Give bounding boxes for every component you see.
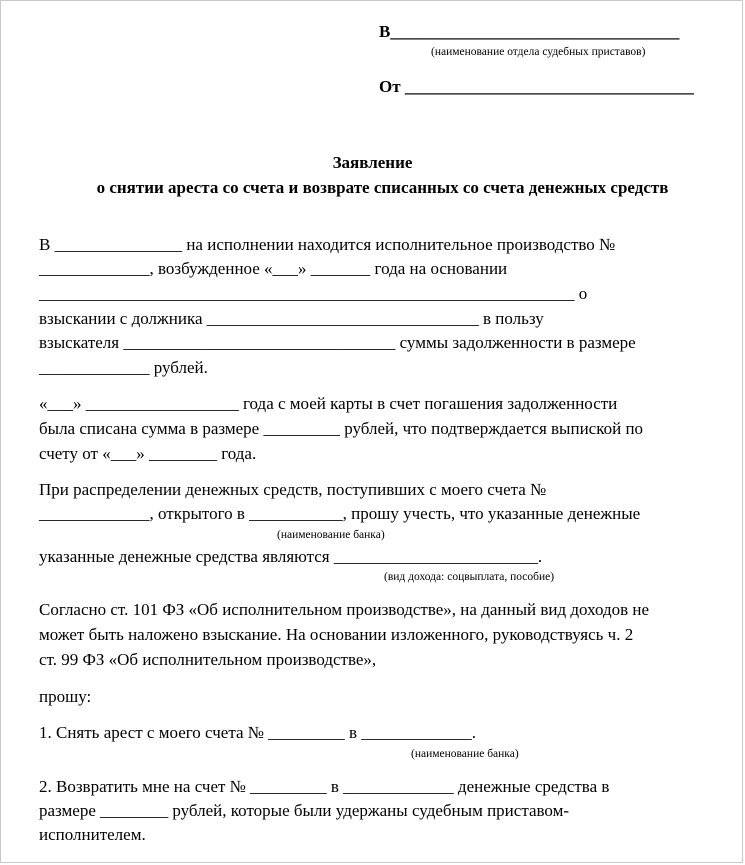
para2-line: была списана сумма в размере _________ рублей, что подтверждается выпиской по [39, 419, 644, 438]
request-item-2-line: размере ________ рублей, которые были удержаны судебным приставом- [39, 801, 570, 820]
para4-line: может быть наложено взыскание. На основании изложенного, руководствуясь ч. 2 [39, 625, 634, 644]
request-item-1: 1. Снять арест с моего счета № _________ в _____________. [39, 723, 477, 742]
para2-line: «___» __________________ года с моей карты в счет погашения задолженности [39, 394, 618, 413]
para3-line: При распределении денежных средств, поступивших с моего счета № [39, 480, 547, 499]
para1-line: _____________ рублей. [39, 358, 208, 377]
para1-line: _______________________________________________________________ о [39, 284, 588, 303]
para1-line: взыскании с должника ________________________________ в пользу [39, 309, 544, 328]
doc-subtitle: о снятии ареста со счета и возврате списанных со счета денежных средств [96, 178, 669, 197]
para1-line: взыскателя ________________________________ суммы задолженности в размере [39, 333, 636, 352]
request-item-2-line: 2. Возвратить мне на счет № _________ в _____________ денежные средства в [39, 777, 610, 796]
para4-line: ст. 99 ФЗ «Об исполнительном производстве», [39, 650, 377, 669]
para4-line: Согласно ст. 101 ФЗ «Об исполнительном производстве», на данный вид доходов не [39, 600, 650, 619]
bank-caption: (наименование банка) [277, 529, 385, 541]
sender-line: От __________________________________ [379, 77, 694, 96]
para1-line: В _______________ на исполнении находится исполнительное производство № [39, 235, 616, 254]
para3-line: указанные денежные средства являются ________________________. [39, 547, 543, 566]
para1-line: _____________, возбужденное «___» _______ года на основании [39, 259, 508, 278]
para2-line: счету от «___» ________ года. [39, 444, 257, 463]
income-caption: (вид дохода: соцвыплата, пособие) [384, 571, 555, 583]
doc-title: Заявление [332, 153, 413, 172]
request-word: прошу: [39, 687, 92, 706]
request-item-2-line: исполнителем. [39, 825, 146, 844]
para3-line: _____________, открытого в ___________, прошу учесть, что указанные денежные [39, 504, 641, 523]
bank-caption: (наименование банка) [411, 748, 519, 760]
recipient-line: В__________________________________ [379, 22, 680, 41]
recipient-caption: (наименование отдела судебных приставов) [431, 46, 646, 58]
